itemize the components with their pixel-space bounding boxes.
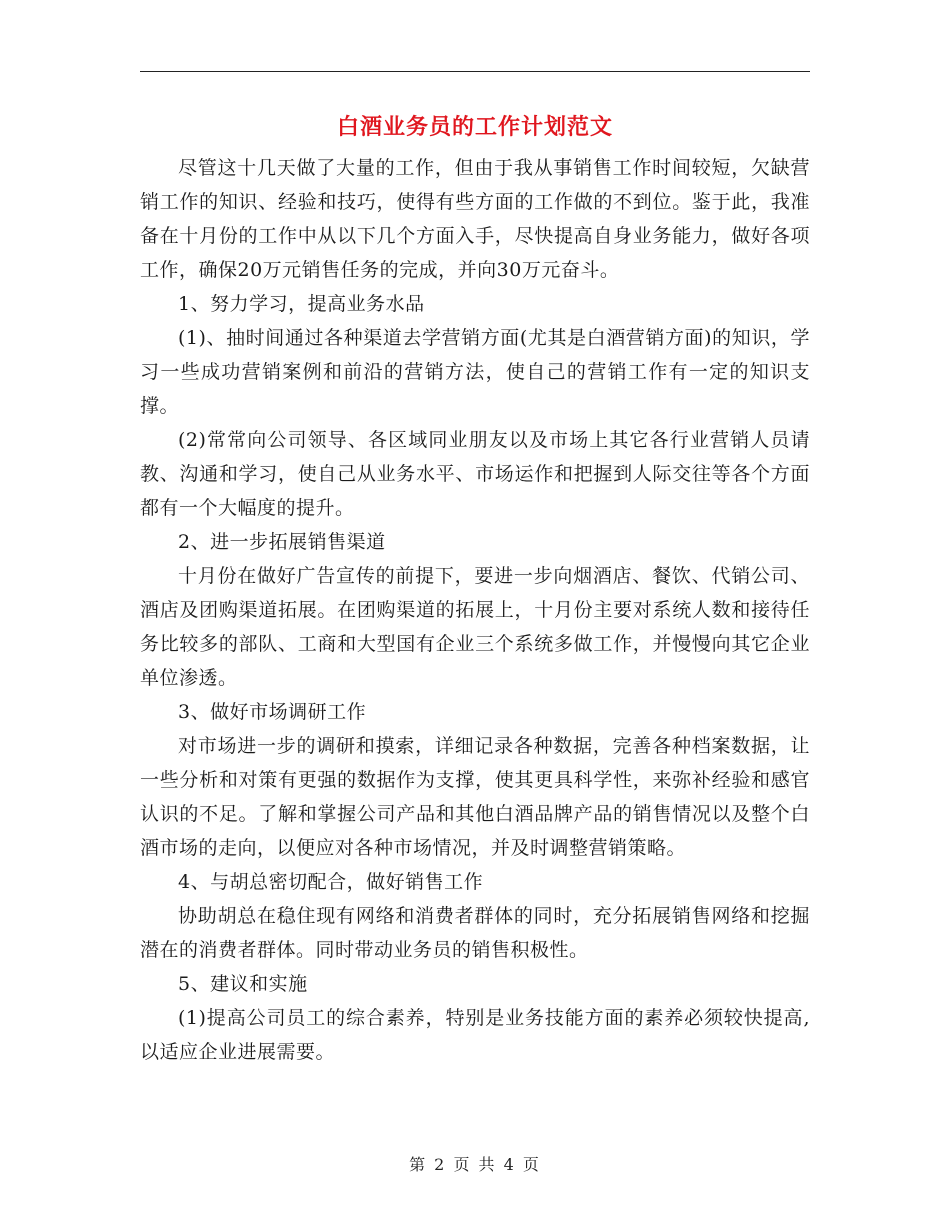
paragraph-intro: 尽管这十几天做了大量的工作，但由于我从事销售工作时间较短，欠缺营销工作的知识、经验和技巧，使得有些方面的工作做的不到位。鉴于此，我准备在十月份的工作中从以下几个方面入手，尽快提高自身业务能力，做好各项工作，确保20万元销售任务的完成，并向30万元奋斗。 [140,157,810,281]
page-number-footer: 第 2 页 共 4 页 [409,1155,541,1174]
paragraph-1-1: (1)、抽时间通过各种渠道去学营销方面(尤其是白酒营销方面)的知识，学习一些成功营销案例和前沿的营销方法，使自己的营销工作有一定的知识支撑。 [140,327,810,417]
section-heading-5: 5、建议和实施 [178,973,308,995]
paragraph-2: 十月份在做好广告宣传的前提下，要进一步向烟酒店、餐饮、代销公司、酒店及团购渠道拓展。在团购渠道的拓展上，十月份主要对系统人数和接待任务比较多的部队、工商和大型国有企业三个系统多做工作，并慢慢向其它企业单位渗透。 [140,565,810,689]
section-heading-3: 3、做好市场调研工作 [178,701,367,723]
document-body [140,151,810,1069]
paragraph-5-1: (1)提高公司员工的综合素养，特别是业务技能方面的素养必须较快提高,以适应企业进展需要。 [140,1007,810,1063]
section-heading-4: 4、与胡总密切配合，做好销售工作 [178,871,484,893]
header-rule [140,71,810,72]
paragraph-3: 对市场进一步的调研和摸索，详细记录各种数据，完善各种档案数据，让一些分析和对策有更强的数据作为支撑，使其更具科学性，来弥补经验和感官认识的不足。了解和掌握公司产品和其他白酒品牌产品的销售情况以及整个白酒市场的走向，以便应对各种市场情况，并及时调整营销策略。 [140,735,810,859]
paragraph-1-2: (2)常常向公司领导、各区域同业朋友以及市场上其它各行业营销人员请教、沟通和学习，使自己从业务水平、市场运作和把握到人际交往等各个方面都有一个大幅度的提升。 [140,429,810,519]
section-heading-2: 2、进一步拓展销售渠道 [178,531,386,553]
document-title: 白酒业务员的工作计划范文 [336,114,613,140]
paragraph-4: 协助胡总在稳住现有网络和消费者群体的同时，充分拓展销售网络和挖掘潜在的消费者群体。同时带动业务员的销售积极性。 [140,905,810,961]
section-heading-1: 1、努力学习，提高业务水品 [178,293,425,315]
